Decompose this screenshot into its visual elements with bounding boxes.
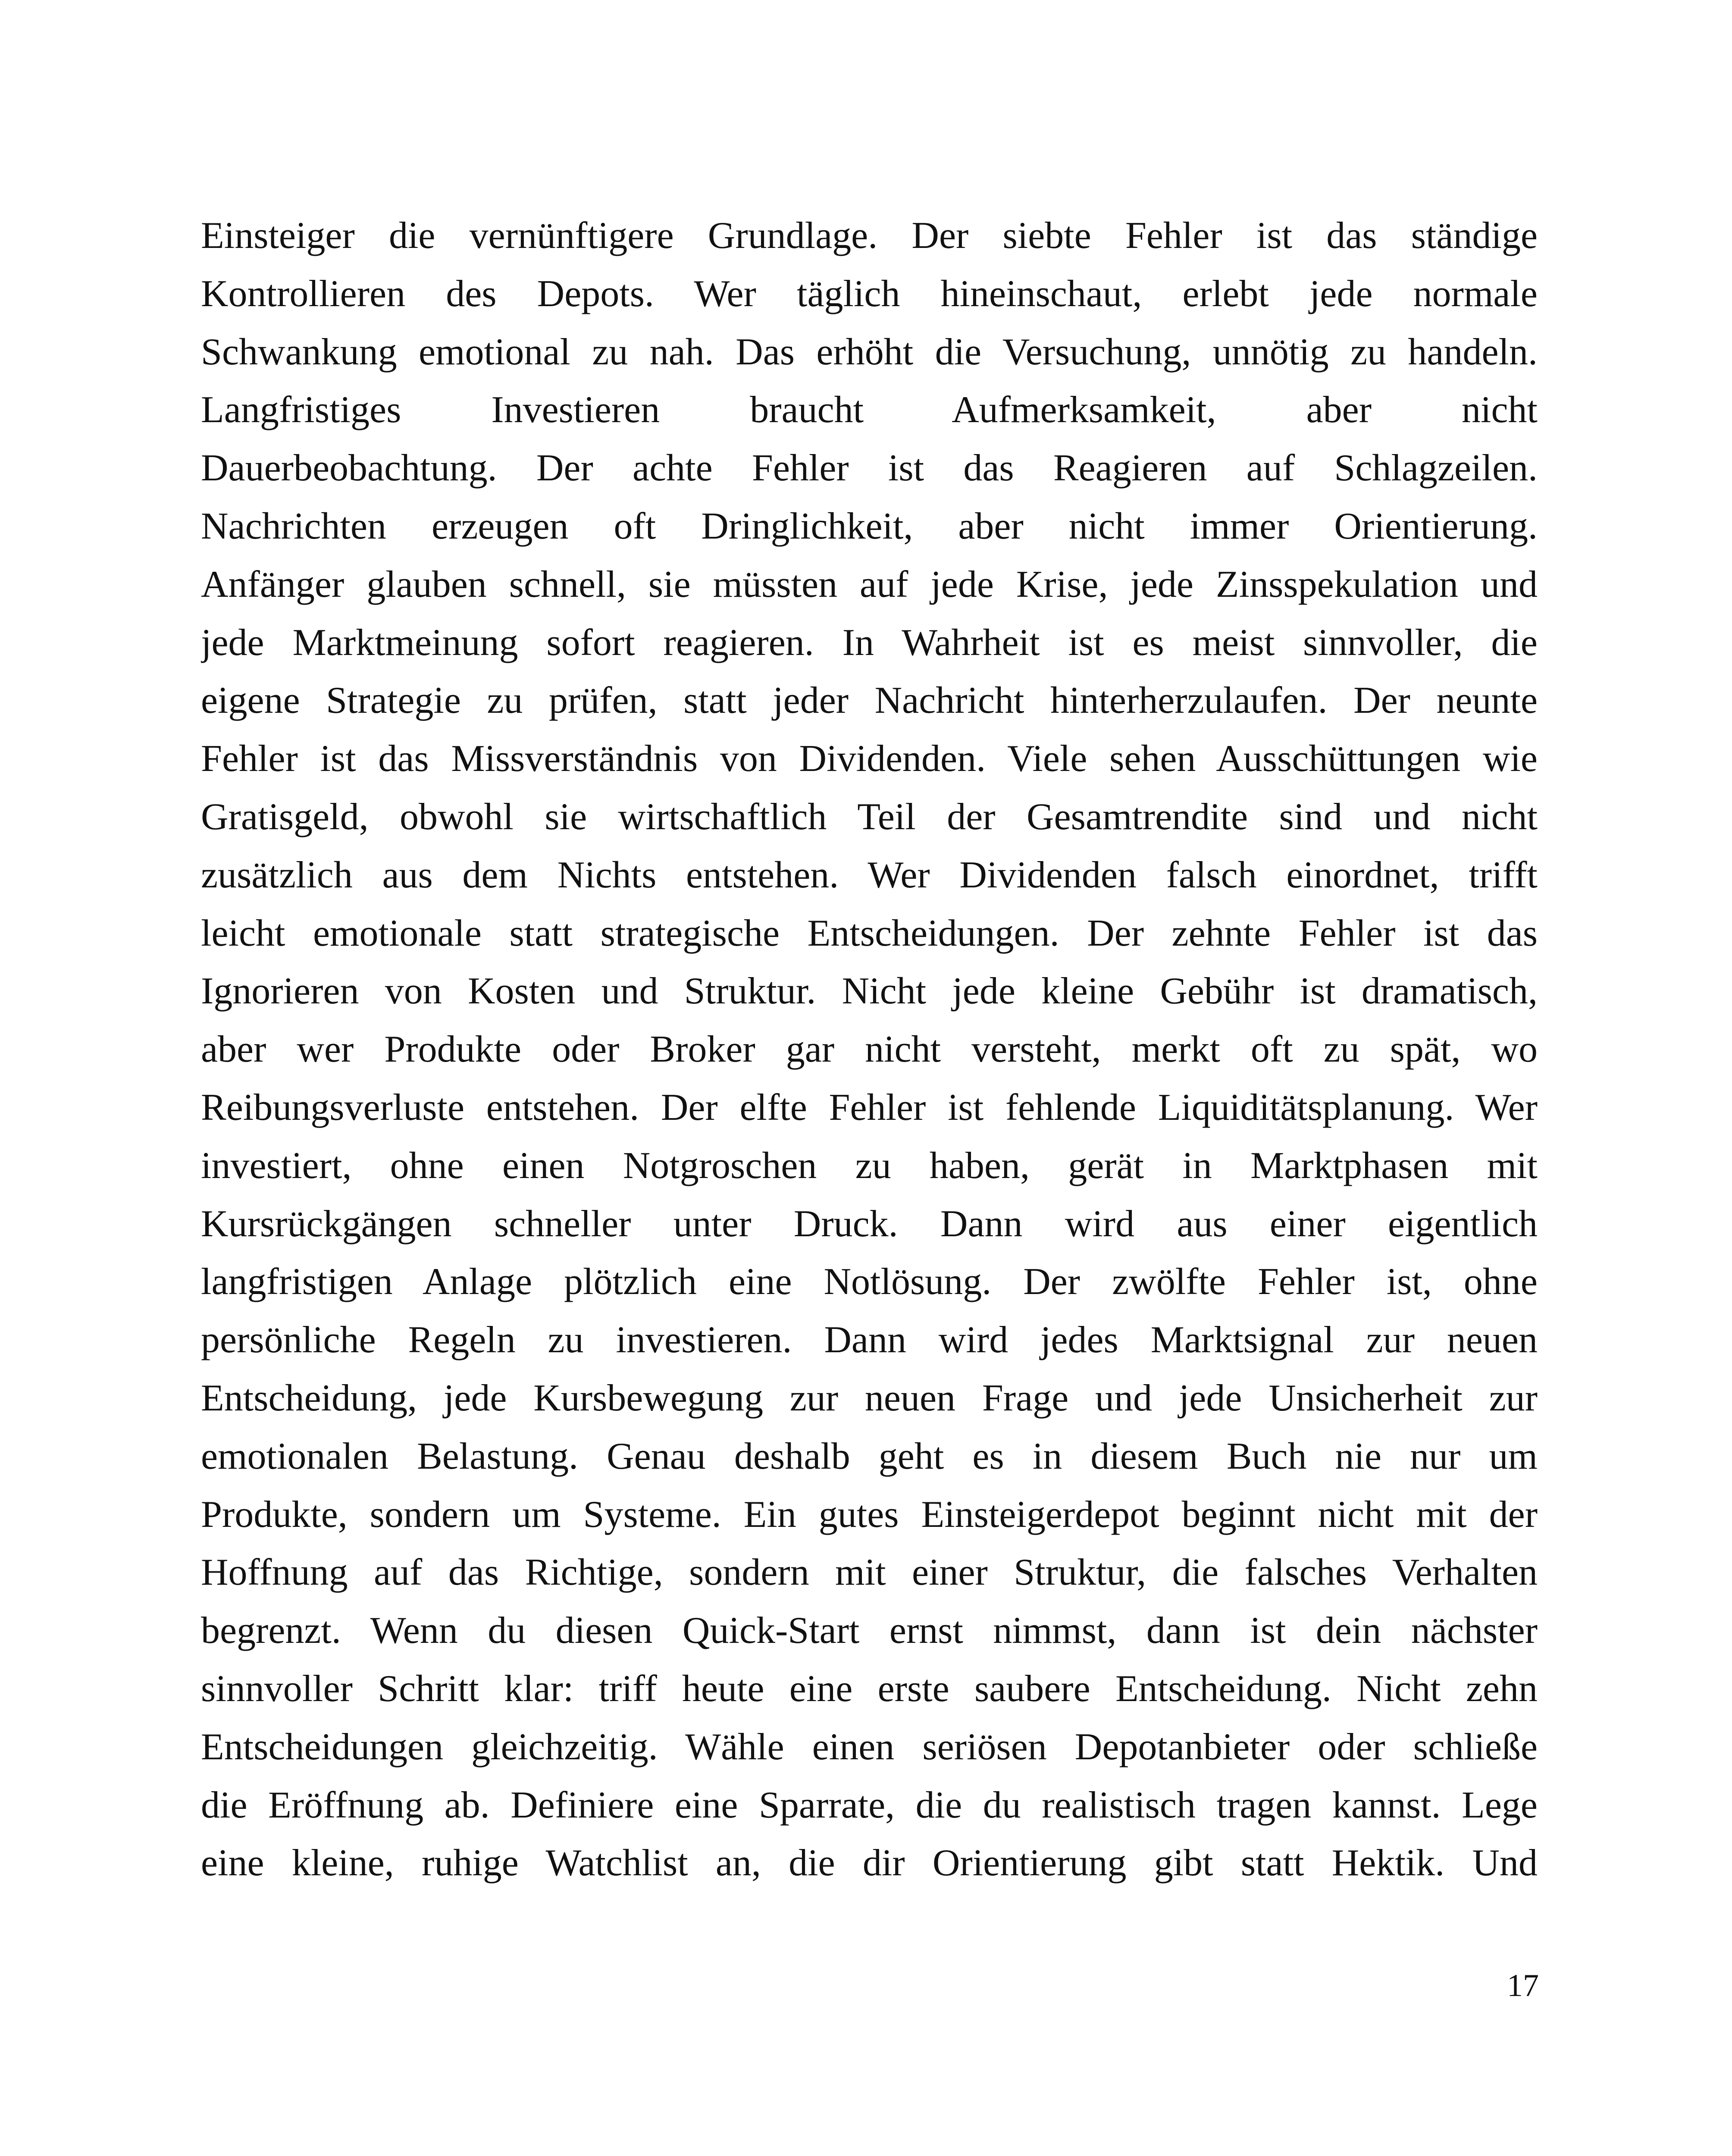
text-line: Einsteiger die vernünftigere Grundlage. Der siebte Fehler ist das ständige	[201, 215, 1538, 257]
text-line: Reibungsverluste entstehen. Der elfte Fehler ist fehlende Liquiditätsplanung. Wer	[201, 1086, 1538, 1128]
text-line: Anfänger glauben schnell, sie müssten auf jede Krise, jede Zinsspekulation und	[201, 563, 1538, 605]
text-line: persönliche Regeln zu investieren. Dann wird jedes Marktsignal zur neuen	[201, 1319, 1538, 1361]
text-line: emotionalen Belastung. Genau deshalb geht es in diesem Buch nie nur um	[201, 1435, 1538, 1477]
text-line: Fehler ist das Missverständnis von Dividenden. Viele sehen Ausschüttungen wie	[201, 738, 1538, 780]
text-line: Kontrollieren des Depots. Wer täglich hineinschaut, erlebt jede normale	[201, 273, 1538, 315]
text-line: langfristigen Anlage plötzlich eine Notlösung. Der zwölfte Fehler ist, ohne	[201, 1261, 1538, 1303]
text-line: Ignorieren von Kosten und Struktur. Nicht jede kleine Gebühr ist dramatisch,	[201, 970, 1538, 1012]
text-line: zusätzlich aus dem Nichts entstehen. Wer Dividenden falsch einordnet, trifft	[201, 854, 1538, 896]
text-line: Kursrückgängen schneller unter Druck. Dann wird aus einer eigentlich	[201, 1203, 1538, 1245]
text-line: leicht emotionale statt strategische Entscheidungen. Der zehnte Fehler ist das	[201, 912, 1538, 954]
text-line: Hoffnung auf das Richtige, sondern mit einer Struktur, die falsches Verhalten	[201, 1551, 1538, 1594]
text-line: Dauerbeobachtung. Der achte Fehler ist das Reagieren auf Schlagzeilen.	[201, 447, 1538, 489]
text-line: eigene Strategie zu prüfen, statt jeder Nachricht hinterherzulaufen. Der neunte	[201, 680, 1538, 722]
text-line: investiert, ohne einen Notgroschen zu haben, gerät in Marktphasen mit	[201, 1144, 1538, 1187]
text-line: begrenzt. Wenn du diesen Quick-Start ernst nimmst, dann ist dein nächster	[201, 1610, 1538, 1652]
text-line: die Eröffnung ab. Definiere eine Sparrate, die du realistisch tragen kannst. Lege	[201, 1784, 1538, 1826]
page-number: 17	[1507, 1968, 1539, 2003]
text-line: Langfristiges Investieren braucht Aufmerksamkeit, aber nicht	[201, 389, 1538, 431]
text-line: eine kleine, ruhige Watchlist an, die dir Orientierung gibt statt Hektik. Und	[201, 1842, 1538, 1884]
text-line: sinnvoller Schritt klar: triff heute eine erste saubere Entscheidung. Nicht zehn	[201, 1667, 1538, 1710]
body-text	[201, 207, 1538, 1893]
text-line: Gratisgeld, obwohl sie wirtschaftlich Teil der Gesamtrendite sind und nicht	[201, 796, 1538, 838]
text-line: jede Marktmeinung sofort reagieren. In Wahrheit ist es meist sinnvoller, die	[201, 621, 1538, 664]
text-line: Entscheidung, jede Kursbewegung zur neuen Frage und jede Unsicherheit zur	[201, 1377, 1538, 1419]
text-line: Produkte, sondern um Systeme. Ein gutes Einsteigerdepot beginnt nicht mit der	[201, 1493, 1538, 1536]
text-line: aber wer Produkte oder Broker gar nicht versteht, merkt oft zu spät, wo	[201, 1028, 1538, 1071]
text-line: Nachrichten erzeugen oft Dringlichkeit, aber nicht immer Orientierung.	[201, 505, 1538, 547]
text-line: Schwankung emotional zu nah. Das erhöht die Versuchung, unnötig zu handeln.	[201, 331, 1538, 373]
text-line: Entscheidungen gleichzeitig. Wähle einen seriösen Depotanbieter oder schließe	[201, 1726, 1538, 1768]
